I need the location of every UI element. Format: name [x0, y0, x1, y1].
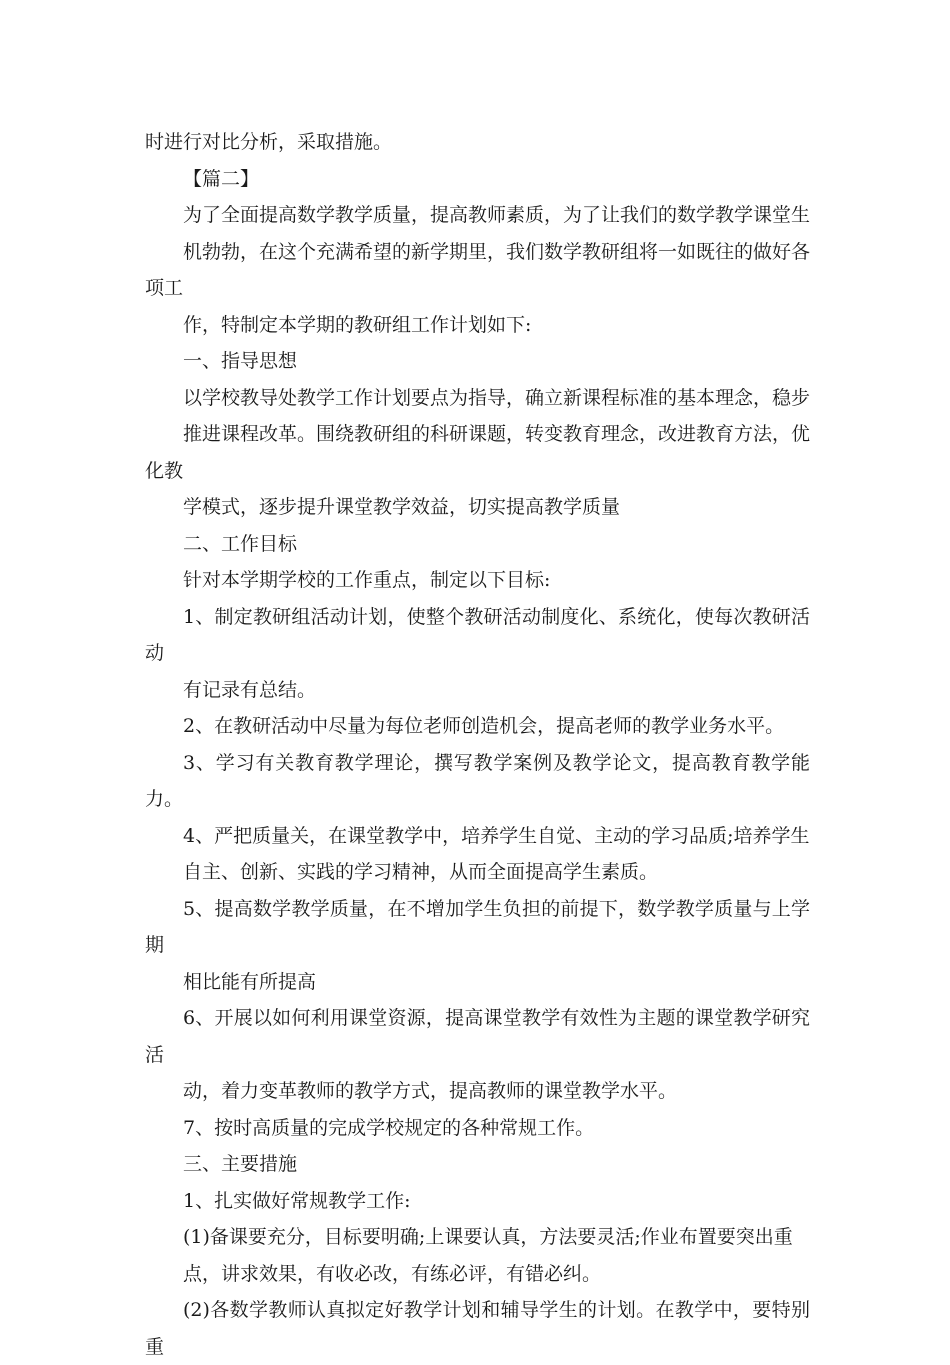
text-line: 4、严把质量关，在课堂教学中，培养学生自觉、主动的学习品质;培养学生: [183, 824, 810, 847]
text-line: 点，讲求效果，有收必改，有练必评，有错必纠。: [183, 1262, 602, 1285]
text-line: 动，着力变革教师的教学方式，提高教师的课堂教学水平。: [183, 1080, 678, 1102]
text-line: 3、学习有关教育教学理论，撰写教学案例及教学论文，提高教育教学能力。: [145, 751, 810, 810]
list-item: [145, 1292, 810, 1365]
text-line: 6、开展以如何利用课堂资源，提高课堂教学有效性为主题的课堂教学研究活: [145, 1007, 810, 1066]
text-line: 学模式，逐步提升课堂教学效益，切实提高教学质量: [183, 496, 621, 518]
document-body: [145, 124, 810, 1365]
text-line: 一、指导思想: [183, 350, 298, 372]
text-line: 为了全面提高数学教学质量，提高教师素质，为了让我们的数学教学课堂生: [183, 204, 811, 226]
list-item: [145, 818, 810, 891]
text-line: 作，特制定本学期的教研组工作计划如下:: [183, 313, 532, 336]
text-line: (1)备课要充分，目标要明确;上课要认真，方法要灵活;作业布置要突出重: [183, 1226, 793, 1248]
text-line: 7、按时高质量的完成学校规定的各种常规工作。: [183, 1116, 595, 1139]
list-item: [145, 745, 810, 818]
text-line: 【篇二】: [183, 167, 260, 190]
text-line: 1、制定教研组活动计划，使整个教研活动制度化、系统化，使每次教研活动: [145, 605, 810, 664]
text-line: 相比能有所提高: [183, 970, 317, 993]
text-line: 5、提高数学教学质量，在不增加学生负担的前提下，数学教学质量与上学期: [145, 897, 810, 956]
list-item: [145, 708, 810, 745]
list-item: [145, 1183, 810, 1220]
paragraph: [145, 562, 810, 599]
list-item: [145, 1000, 810, 1110]
list-item: [145, 1110, 810, 1147]
paragraph: [145, 124, 810, 161]
text-line: 2、在教研活动中尽量为每位老师创造机会，提高老师的教学业务水平。: [183, 715, 785, 737]
text-line: 1、扎实做好常规教学工作:: [183, 1189, 411, 1212]
text-line: (2)各数学教师认真拟定好教学计划和辅导学生的计划。在教学中，要特别重: [145, 1299, 810, 1358]
text-line: 有记录有总结。: [183, 678, 317, 701]
paragraph: [145, 380, 810, 526]
section-heading: [145, 1146, 810, 1183]
paragraph: [145, 197, 810, 343]
section-heading: [145, 343, 810, 380]
section-label: [145, 161, 810, 198]
text-line: 自主、创新、实践的学习精神，从而全面提高学生素质。: [183, 861, 659, 883]
text-line: 推进课程改革。围绕教研组的科研课题，转变教育理念，改进教育方法，优化教: [145, 423, 811, 482]
text-line: 二、工作目标: [183, 532, 298, 555]
text-line: 时进行对比分析，采取措施。: [145, 131, 393, 153]
text-line: 针对本学期学校的工作重点，制定以下目标:: [183, 569, 551, 591]
list-item: [145, 599, 810, 709]
text-line: 以学校教导处教学工作计划要点为指导，确立新课程标准的基本理念，稳步: [183, 386, 811, 409]
text-line: 机勃勃，在这个充满希望的新学期里，我们数学教研组将一如既往的做好各项工: [145, 240, 811, 299]
list-item: [145, 891, 810, 1001]
section-heading: [145, 526, 810, 563]
text-line: 三、主要措施: [183, 1153, 298, 1175]
